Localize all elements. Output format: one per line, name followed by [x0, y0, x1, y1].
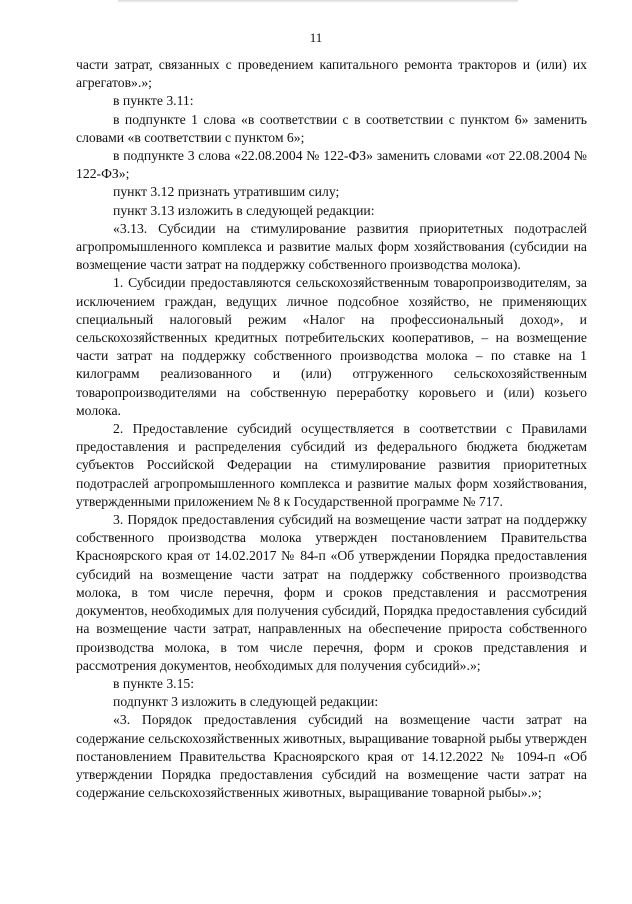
paragraph-3-15-point-3: «3. Порядок предоставления субсидий на возмещение части затрат на содержание сельскохозяйственных животных, выращивание товарной рыбы утвержден постановлением Правительства Красноярского края от 14.12.2022 № 1094-п «Об утверждении Порядка предоставления субсидий на возмещение части затрат на содержание сельскохозяйственных животных, выращивание товарной рыбы».»; [76, 712, 587, 801]
paragraph-item-3-12: пункт 3.12 признать утратившим силу; [113, 184, 340, 200]
document-body [76, 56, 587, 802]
page-number: 11 [309, 30, 323, 45]
paragraph-subitem-1: в подпункте 1 слова «в соответствии с в соответствии с пунктом 6» заменить словами «в соответствии с пунктом 6»; [76, 111, 587, 145]
paragraph-item-3-13: пункт 3.13 изложить в следующей редакции: [113, 202, 375, 218]
scan-edge-shadow [118, 0, 518, 3]
paragraph-3-13-point-1: 1. Субсидии предоставляются сельскохозяйственным товаропроизводителям, за исключением граждан, ведущих личное подсобное хозяйство, не применяющих специальный налоговый режим «Налог на профессиональный доход», и сельскохозяйственных кредитных потребительских кооперативов, – на возмещение части затрат на поддержку собственного производства молока – по ставке на 1 килограмм реализованного и (или) отгруженного сельскохозяйственным товаропроизводителями на собственную переработку коровьего и (или) козьего молока. [76, 275, 587, 418]
paragraph-3-15-subitem-3: подпункт 3 изложить в следующей редакции: [113, 694, 379, 710]
paragraph-3-13-point-2: 2. Предоставление субсидий осуществляется в соответствии с Правилами предоставления и распределения субсидий из федерального бюджета бюджетам субъектов Российской Федерации на стимулирование развития приоритетных подотраслей агропромышленного комплекса и развитие малых форм хозяйствования, утвержденными приложением № 8 к Государственной программе № 717. [76, 421, 587, 509]
paragraph-subitem-3: в подпункте 3 слова «22.08.2004 № 122-ФЗ» заменить словами «от 22.08.2004 № 122-ФЗ»; [76, 148, 587, 182]
paragraph-item-3-15: в пункте 3.15: [113, 675, 195, 691]
paragraph-item-3-11: в пункте 3.11: [113, 93, 194, 109]
paragraph-continuation: части затрат, связанных с проведением капитального ремонта тракторов и (или) их агрегатов».»; [76, 57, 587, 91]
paragraph-3-13-point-3: 3. Порядок предоставления субсидий на возмещение части затрат на поддержку собственного производства молока утвержден постановлением Правительства Красноярского края от 14.02.2017 № 84-п «Об утверждении Порядка предоставления субсидий на возмещение части затрат на поддержку собственного производства молока, в том числе перечня, форм и сроков представления и рассмотрения документов, необходимых для получения субсидий, Порядка предоставления субсидий на возмещение части затрат, направленных на обеспечение прироста собственного производства молока, в том числе перечня, форм и сроков представления и рассмотрения документов, необходимых для получения субсидий».»; [76, 512, 587, 673]
paragraph-3-13-heading: «3.13. Субсидии на стимулирование развития приоритетных подотраслей агропромышленного комплекса и развитие малых форм хозяйствования (субсидии на возмещение части затрат на поддержку собственного производства молока). [76, 220, 587, 273]
